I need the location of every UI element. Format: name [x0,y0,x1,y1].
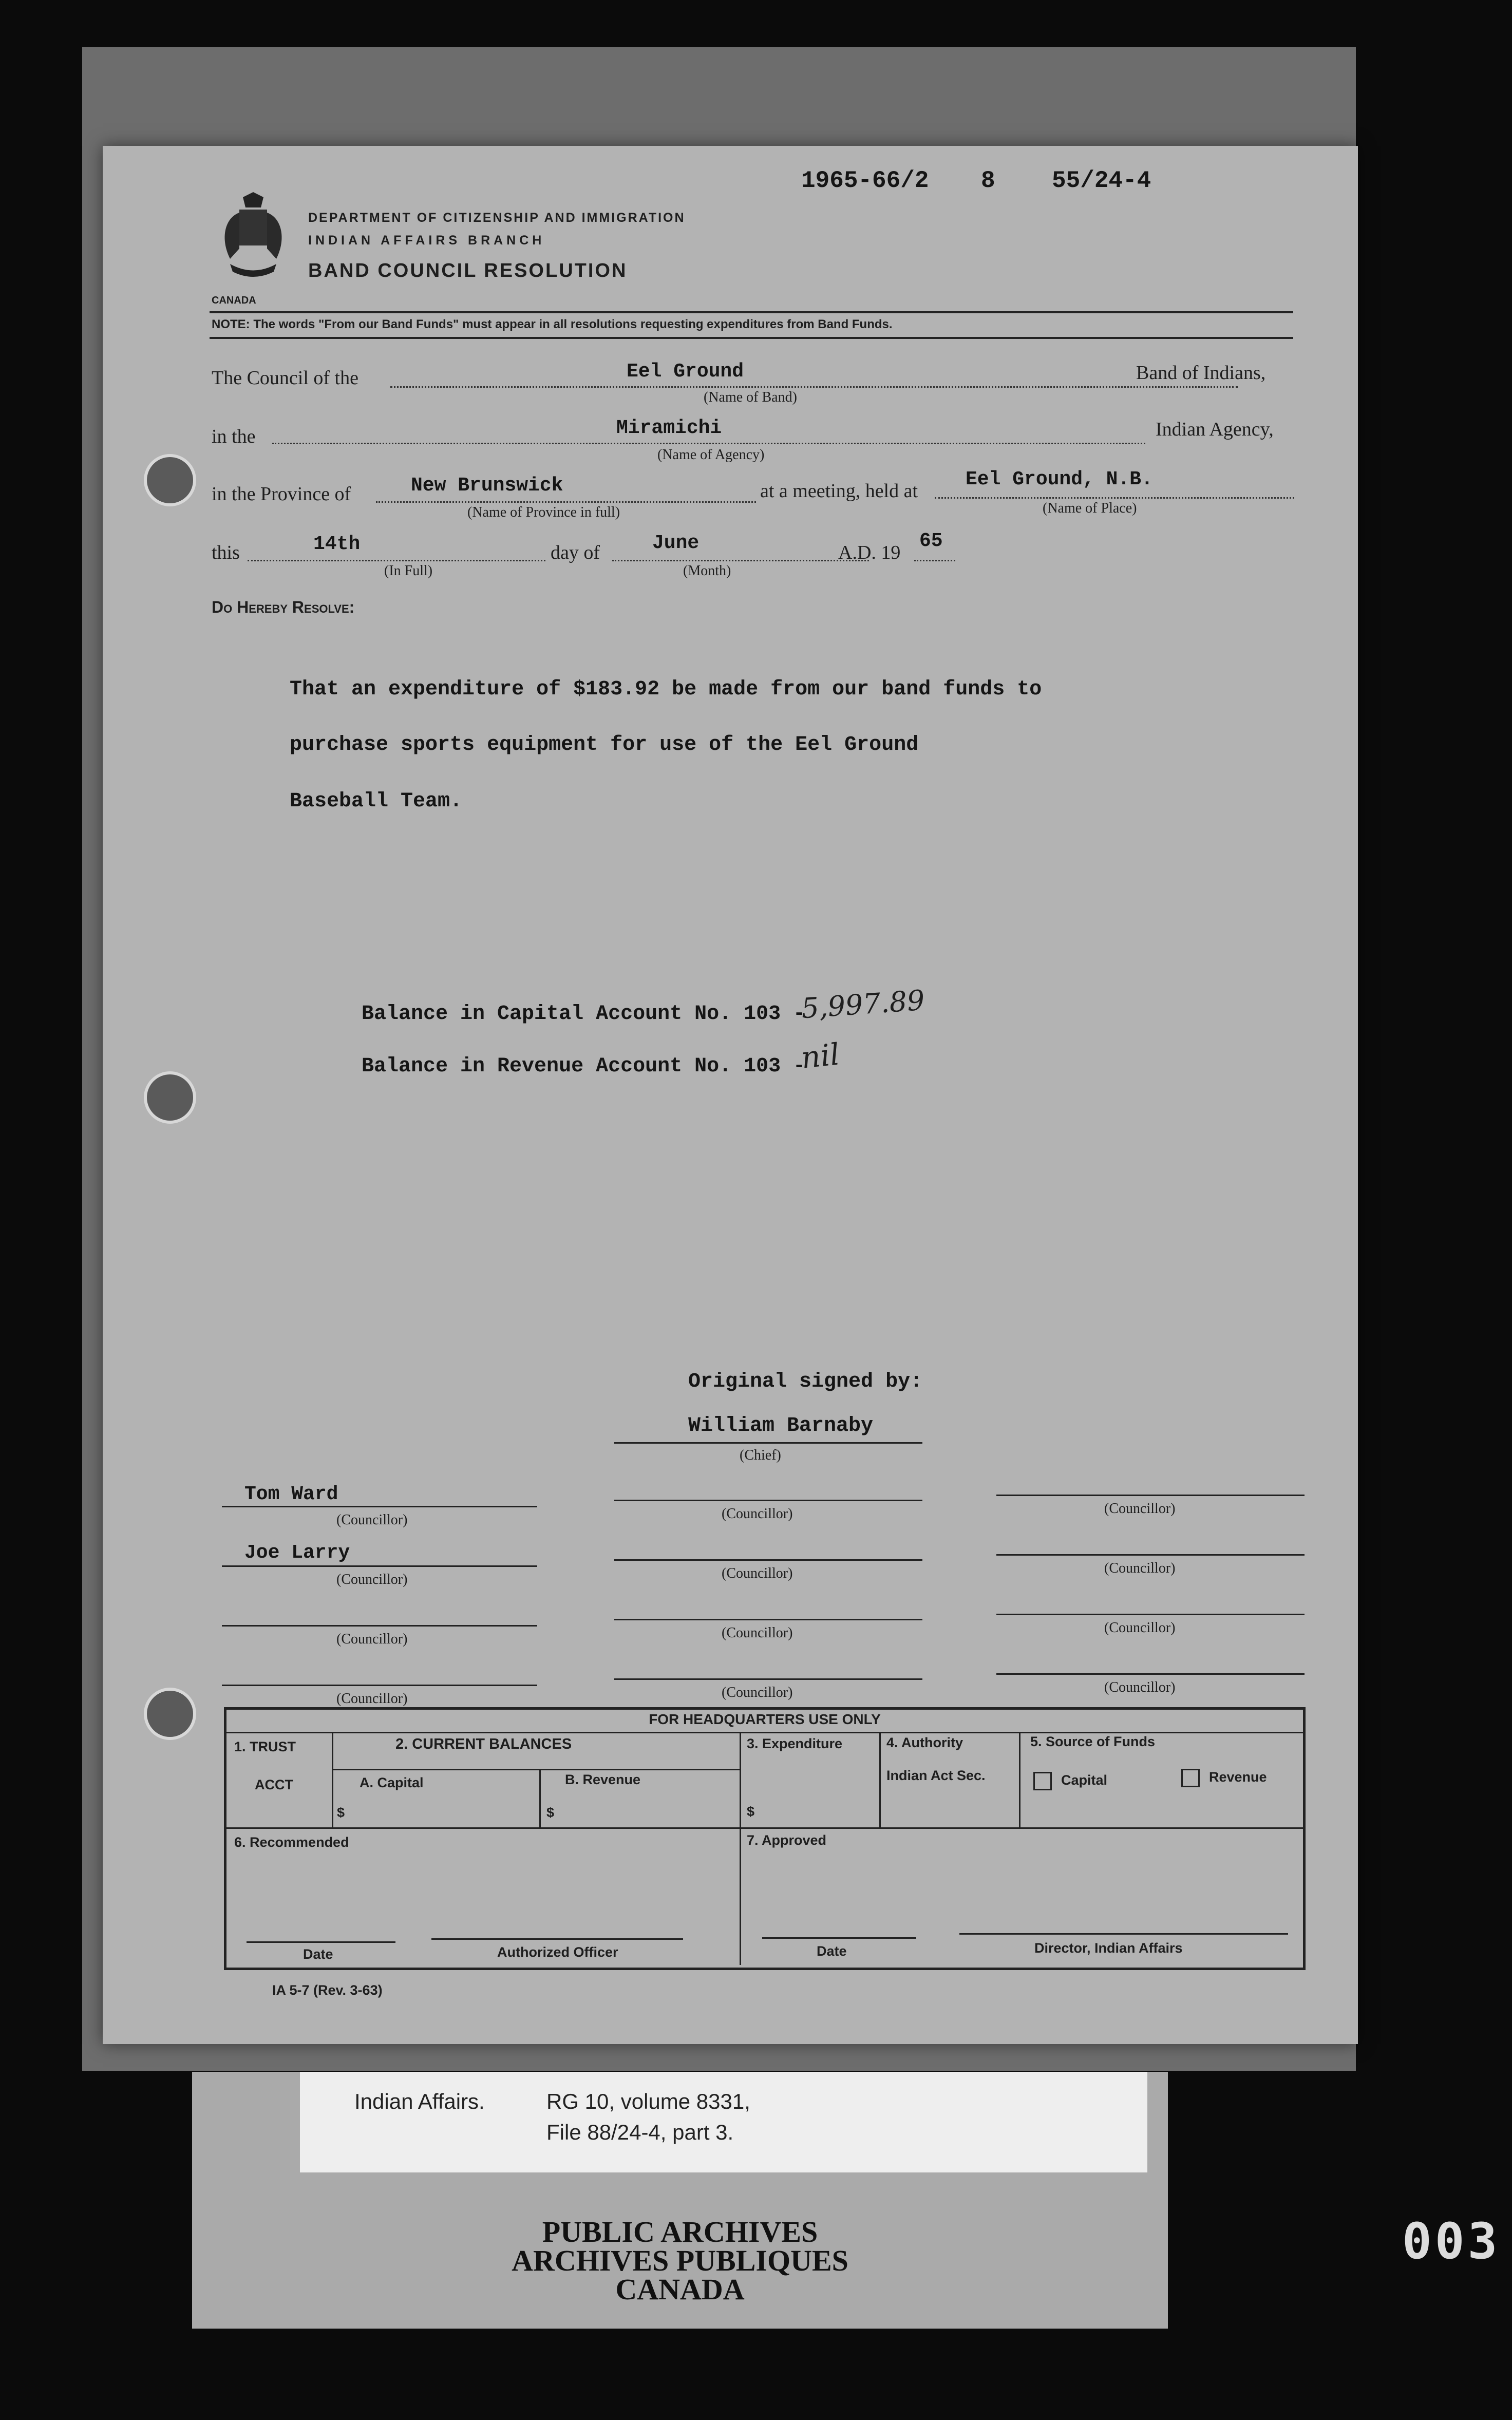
chief-caption: (Chief) [740,1447,781,1463]
day-caption: (In Full) [384,563,433,579]
trust-label: 1. TRUST [234,1739,296,1754]
councillor-caption: (Councillor) [722,1685,793,1700]
councillor-name: Tom Ward [244,1483,338,1505]
form-title: BAND COUNCIL RESOLUTION [308,260,628,281]
form-code: IA 5-7 (Rev. 3-63) [272,1982,383,1998]
source-revenue-option[interactable]: Revenue [1181,1769,1267,1787]
source-capital-option[interactable]: Capital [1033,1772,1107,1790]
capital-dollar: $ [337,1805,345,1820]
emblem-caption: CANADA [212,295,256,306]
indian-act-label: Indian Act Sec. [886,1768,986,1783]
approved-label: 7. Approved [747,1832,827,1848]
place-caption: (Name of Place) [1043,500,1137,516]
director-label: Director, Indian Affairs [1034,1940,1183,1956]
day-of-label: day of [551,542,600,563]
resolve-label: Do Hereby Resolve: [212,598,355,616]
archive-reference: File 88/24-4, part 3. [546,2120,734,2144]
councillor-caption: (Councillor) [722,1506,793,1522]
archives-country: CANADA [615,2273,745,2306]
councillor-caption: (Councillor) [722,1625,793,1641]
agency-suffix: Indian Agency, [1156,419,1274,440]
month-caption: (Month) [683,563,731,579]
file-number: 55/24-4 [1052,167,1151,194]
revenue-balance-label: Balance in Revenue Account No. 103 - [362,1055,806,1078]
resolution-line: purchase sports equipment for use of the Eel Ground [290,733,919,757]
expenditure-label: 3. Expenditure [747,1736,843,1751]
archives-fr: ARCHIVES PUBLIQUES [512,2244,848,2277]
archives-stamp [192,2215,1168,2306]
archive-reference: RG 10, volume 8331, [546,2089,750,2113]
day-value: 14th [313,533,361,555]
place-value: Eel Ground, N.B. [966,468,1153,490]
branch-name: INDIAN AFFAIRS BRANCH [308,233,545,248]
councillor-caption: (Councillor) [1104,1679,1176,1695]
council-label: The Council of the [212,367,358,389]
revenue-label: B. Revenue [565,1772,641,1787]
capital-label: A. Capital [360,1775,424,1790]
agency-caption: (Name of Agency) [657,447,765,463]
resolution-line: That an expenditure of $183.92 be made from our band funds to [290,678,1042,701]
councillor-caption: (Councillor) [1104,1560,1176,1576]
authorized-officer-label: Authorized Officer [497,1944,618,1960]
band-suffix: Band of Indians, [1136,362,1266,384]
file-number: 8 [981,167,995,194]
councillor-name: Joe Larry [244,1542,350,1564]
resolution-line: Baseball Team. [290,790,463,813]
archives-en: PUBLIC ARCHIVES [542,2215,818,2248]
revenue-balance-handwritten: nil [799,1036,841,1075]
province-label: in the Province of [212,483,351,505]
province-value: New Brunswick [411,475,563,497]
capital-checkbox[interactable] [1033,1772,1052,1790]
recommended-label: 6. Recommended [234,1835,349,1850]
band-council-resolution-form [103,146,1358,2044]
this-label: this [212,542,240,563]
expenditure-dollar: $ [747,1804,755,1819]
approved-date-label: Date [817,1943,847,1959]
ad-label: A.D. 19 [838,542,901,563]
hq-box-title: FOR HEADQUARTERS USE ONLY [649,1711,881,1727]
agency-label: in the [212,426,256,447]
chief-name: William Barnaby [688,1414,874,1438]
authority-label: 4. Authority [886,1735,963,1750]
punch-hole [144,1688,196,1740]
recommended-date-label: Date [303,1946,333,1962]
department-name: DEPARTMENT OF CITIZENSHIP AND IMMIGRATION [308,211,686,225]
original-signed-label: Original signed by: [688,1370,923,1393]
councillor-caption: (Councillor) [1104,1501,1176,1517]
band-caption: (Name of Band) [704,389,797,405]
punch-hole [144,1071,196,1124]
year-value: 65 [919,530,943,552]
meeting-label: at a meeting, held at [760,480,918,502]
archive-source: Indian Affairs. [354,2089,485,2113]
source-of-funds-label: 5. Source of Funds [1030,1734,1156,1749]
capital-balance-handwritten: 5,997.89 [800,984,926,1025]
agency-value: Miramichi [616,417,722,439]
revenue-checkbox[interactable] [1181,1769,1200,1787]
file-number: 1965-66/2 [801,167,929,194]
councillor-caption: (Councillor) [722,1565,793,1581]
acct-label: ACCT [255,1777,293,1792]
coat-of-arms-icon [215,192,292,295]
province-caption: (Name of Province in full) [467,504,620,520]
councillor-caption: (Councillor) [336,1631,408,1647]
revenue-dollar: $ [546,1805,555,1820]
month-value: June [652,532,700,554]
councillor-caption: (Councillor) [336,1572,408,1587]
current-balances-label: 2. CURRENT BALANCES [395,1736,572,1752]
punch-hole [144,454,196,506]
councillor-caption: (Councillor) [1104,1620,1176,1636]
band-name-value: Eel Ground [627,361,744,383]
councillor-caption: (Councillor) [336,1691,408,1707]
councillor-caption: (Councillor) [336,1512,408,1528]
frame-number: 003 [1402,2213,1501,2270]
note-text: NOTE: The words "From our Band Funds" must appear in all resolutions requesting expenditures from Band Funds. [212,317,893,331]
capital-balance-label: Balance in Capital Account No. 103 - [362,1003,806,1026]
